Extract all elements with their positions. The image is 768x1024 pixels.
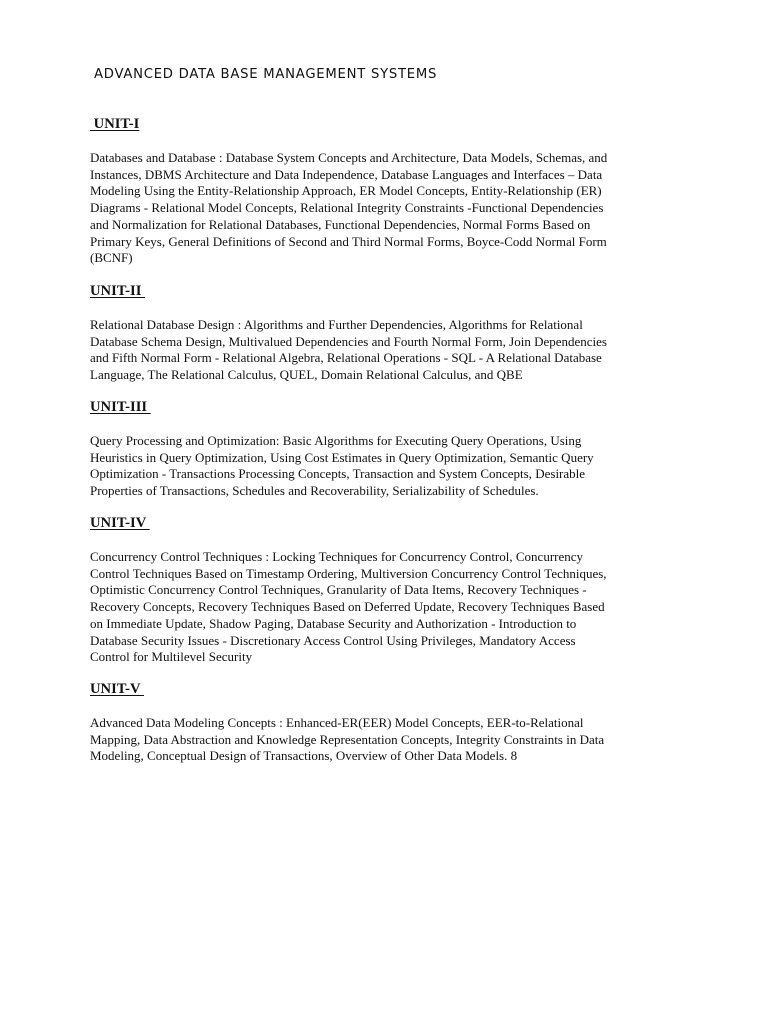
unit-3-line: Optimization - Transactions Processing Concepts, Transaction and System Concepts, Desirable — [90, 466, 586, 482]
unit-4-line: Control for Multilevel Security — [90, 649, 253, 665]
unit-5-line: Advanced Data Modeling Concepts : Enhanced-ER(EER) Model Concepts, EER-to-Relational — [90, 715, 584, 730]
unit-2-line: Relational Database Design : Algorithms and Further Dependencies, Algorithms for Relational — [90, 317, 583, 332]
unit-5-line: Mapping, Data Abstraction and Knowledge Representation Concepts, Integrity Constraints in Data — [90, 731, 605, 747]
unit-2-heading: UNIT-II — [90, 283, 146, 299]
unit-3-heading: UNIT-III — [90, 399, 151, 415]
unit-4-line: Recovery Concepts, Recovery Techniques Based on Deferred Update, Recovery Techniques Based — [90, 599, 605, 615]
unit-2-line: and Fifth Normal Form - Relational Algebra, Relational Operations - SQL - A Relational Database — [90, 350, 602, 366]
unit-5-heading: UNIT-V — [90, 681, 144, 697]
unit-1-line: and Normalization for Relational Databases, Functional Dependencies, Normal Forms Based on — [90, 216, 591, 232]
unit-1-line: Databases and Database : Database System Concepts and Architecture, Data Models, Schemas, and — [90, 150, 608, 165]
unit-4-line: Control Techniques Based on Timestamp Ordering, Multiversion Concurrency Control Techniques, — [90, 565, 607, 581]
unit-4-body — [90, 549, 680, 666]
unit-1-heading: UNIT-I — [90, 116, 140, 132]
unit-4-line: Optimistic Concurrency Control Techniques, Granularity of Data Items, Recovery Techniques - — [90, 582, 587, 598]
unit-5-body — [90, 715, 680, 765]
unit-3-line: Query Processing and Optimization: Basic Algorithms for Executing Query Operations, Using — [90, 433, 582, 448]
unit-1-line: Instances, DBMS Architecture and Data Independence, Database Languages and Interfaces – Data — [90, 166, 603, 182]
unit-1-body — [90, 150, 680, 267]
unit-1-line: Primary Keys, General Definitions of Second and Third Normal Forms, Boyce-Codd Normal Form — [90, 233, 607, 249]
unit-3-line: Properties of Transactions, Schedules and Recoverability, Serializability of Schedules. — [90, 483, 539, 499]
unit-4-line: Concurrency Control Techniques : Locking Techniques for Concurrency Control, Concurrency — [90, 549, 584, 564]
unit-2-body — [90, 317, 680, 384]
document-title: ADVANCED DATA BASE MANAGEMENT SYSTEMS — [94, 67, 438, 82]
unit-2-line: Database Schema Design, Multivalued Dependencies and Fourth Normal Form, Join Dependencies — [90, 333, 607, 349]
unit-1-line: (BCNF) — [90, 250, 133, 266]
unit-4-line: on Immediate Update, Shadow Paging, Database Security and Authorization - Introduction to — [90, 615, 577, 631]
unit-3-body — [90, 433, 680, 500]
unit-1-line: Diagrams - Relational Model Concepts, Relational Integrity Constraints -Functional Dependencies — [90, 200, 604, 216]
unit-3-line: Heuristics in Query Optimization, Using Cost Estimates in Query Optimization, Semantic Query — [90, 449, 594, 465]
unit-4-line: Database Security Issues - Discretionary Access Control Using Privileges, Mandatory Access — [90, 632, 576, 648]
unit-4-heading: UNIT-IV — [90, 515, 150, 531]
unit-5-line: Modeling, Conceptual Design of Transactions, Overview of Other Data Models. 8 — [90, 748, 518, 764]
unit-1-line: Modeling Using the Entity-Relationship Approach, ER Model Concepts, Entity-Relationship (ER) — [90, 183, 602, 199]
unit-2-line: Language, The Relational Calculus, QUEL, Domain Relational Calculus, and QBE — [90, 367, 523, 383]
